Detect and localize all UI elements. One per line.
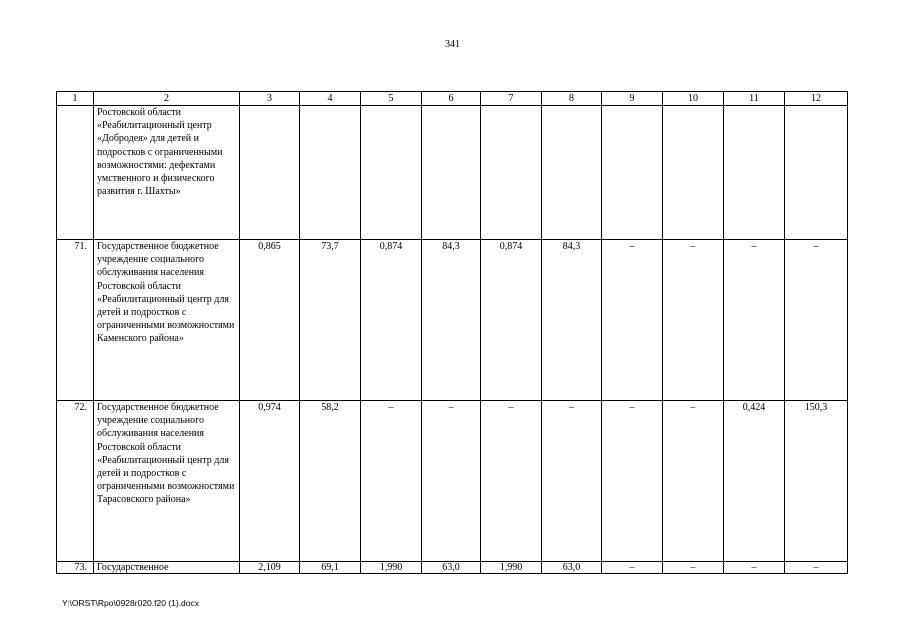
table-cell: 84,3 <box>542 240 602 401</box>
table-cell: 0,874 <box>361 240 422 401</box>
table-cell: – <box>724 562 785 574</box>
table-row <box>57 401 848 562</box>
table-cell: 2,109 <box>240 562 300 574</box>
table-cell: – <box>785 562 848 574</box>
table-cell <box>785 106 848 240</box>
table-cell: – <box>602 401 663 562</box>
table-cell: 58,2 <box>300 401 361 562</box>
row-number: 73. <box>57 562 94 574</box>
table-cell <box>361 106 422 240</box>
table-cell: – <box>481 401 542 562</box>
table-cell: – <box>785 240 848 401</box>
data-table <box>56 91 848 574</box>
table-cell <box>542 106 602 240</box>
table-cell: 0,865 <box>240 240 300 401</box>
table-cell: 73,7 <box>300 240 361 401</box>
table-header-row <box>57 92 848 106</box>
table-cell: 0,424 <box>724 401 785 562</box>
row-number: 71. <box>57 240 94 401</box>
table-cell: 63,0 <box>422 562 481 574</box>
table-cell: – <box>602 240 663 401</box>
table-cell <box>724 106 785 240</box>
table-row <box>57 562 848 574</box>
column-header: 12 <box>785 92 848 106</box>
institution-name: Ростовской области «Реабилитационный центр «Добродея» для детей и подростков с ограниченными возможностями: дефектами умственного и физического развития г. Шахты» <box>94 106 240 240</box>
column-header: 4 <box>300 92 361 106</box>
column-header: 6 <box>422 92 481 106</box>
table-cell: 1,990 <box>361 562 422 574</box>
file-path-footer: Y:\ORST\Rpo\0928r020.f20 (1).docx <box>62 598 200 608</box>
column-header: 7 <box>481 92 542 106</box>
table-cell: – <box>663 562 724 574</box>
table-cell: – <box>663 401 724 562</box>
table-cell: – <box>602 562 663 574</box>
page-number: 341 <box>445 39 460 50</box>
institution-name: Государственное бюджетное учреждение социального обслуживания населения Ростовской области «Реабилитационный центр для детей и подростков с ограниченными возможностями Тарасовского района» <box>94 401 240 562</box>
column-header: 3 <box>240 92 300 106</box>
institution-name: Государственное <box>94 562 240 574</box>
row-number: 72. <box>57 401 94 562</box>
table-cell <box>422 106 481 240</box>
table-cell <box>663 106 724 240</box>
table-row <box>57 240 848 401</box>
table-cell <box>602 106 663 240</box>
institution-name: Государственное бюджетное учреждение социального обслуживания населения Ростовской области «Реабилитационный центр для детей и подростков с ограниченными возможностями Каменского района» <box>94 240 240 401</box>
row-number <box>57 106 94 240</box>
column-header: 1 <box>57 92 94 106</box>
table-cell: 0,874 <box>481 240 542 401</box>
column-header: 5 <box>361 92 422 106</box>
table-cell: 63,0 <box>542 562 602 574</box>
column-header: 8 <box>542 92 602 106</box>
table-cell: – <box>542 401 602 562</box>
column-header: 11 <box>724 92 785 106</box>
table-cell <box>300 106 361 240</box>
table-cell <box>481 106 542 240</box>
table-row <box>57 106 848 240</box>
table-cell: 1,990 <box>481 562 542 574</box>
table-cell: 0,974 <box>240 401 300 562</box>
table-cell: 84,3 <box>422 240 481 401</box>
table-cell: – <box>724 240 785 401</box>
column-header: 10 <box>663 92 724 106</box>
table-cell: – <box>422 401 481 562</box>
column-header: 9 <box>602 92 663 106</box>
table-cell <box>240 106 300 240</box>
table-cell: 150,3 <box>785 401 848 562</box>
table-cell: – <box>663 240 724 401</box>
table-cell: – <box>361 401 422 562</box>
column-header: 2 <box>94 92 240 106</box>
table-cell: 69,1 <box>300 562 361 574</box>
